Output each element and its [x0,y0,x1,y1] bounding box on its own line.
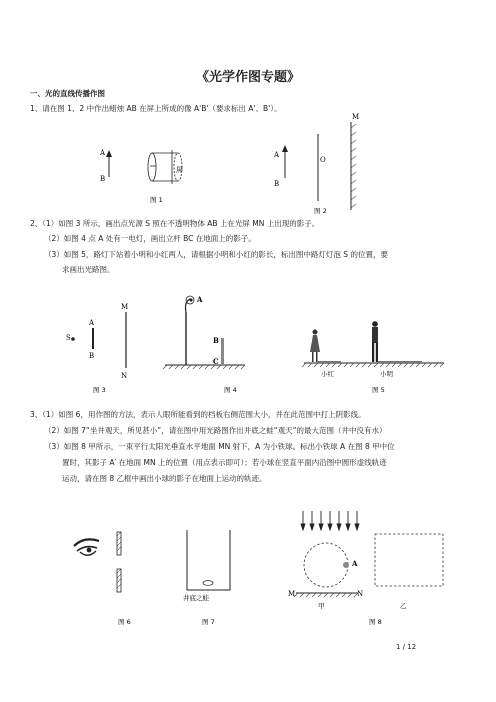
label-frog: 井底之蛙 [183,594,209,602]
label-m: M [352,113,360,121]
shadow-xiaohong [317,361,341,363]
figure-2 [273,113,359,215]
label-o: O [320,156,326,164]
label-s: S [66,334,71,342]
question-2-2: （2）如图 4 点 A 处有一电灯，画出立杆 BC 在地面上的影子。 [44,234,256,243]
figure-6 [74,532,131,626]
label-b: B [274,180,280,188]
figure-7 [183,530,230,626]
figure-1 [99,149,183,204]
label-b: B [213,336,219,345]
person-xiaoming [372,321,378,362]
label-jia: 甲 [318,602,325,610]
candle-arrow [106,150,112,157]
label-a: A [197,295,203,304]
figure-3 [66,303,128,394]
sunlight-rays [301,511,359,530]
question-1: 1、请在图 1、2 中作出蜡烛 AB 在屏上所成的像 A'B'（要求标出 A'、B'）。 [30,104,282,113]
label-xiaohong: 小红 [321,370,334,378]
label-n: N [121,372,128,380]
pinhole-end [148,153,156,181]
eye-icon [74,539,99,555]
figure-4 [163,295,245,394]
caption-fig3: 图 3 [93,386,106,394]
section-heading: 一、光的直线传播作图 [30,89,105,98]
question-3-2: （2）如图 7“坐井观天，所见甚小”，请在图中用光路图作出井底之蛙“观天”的最大范围（井中没有水） [44,426,387,435]
question-3-3c: 运动，请在图 8 乙框中画出小球的影子在地面上运动的轨迹。 [62,474,267,483]
label-a: A [100,149,106,157]
label-a: A [352,559,358,568]
shadow-xiaoming [378,361,422,363]
label-b: B [89,352,95,360]
doc-title: 《光学作图专题》 [195,70,300,85]
label-n: N [357,590,364,598]
caption-fig7: 图 7 [202,618,215,626]
question-3-1: 3、（1）如图 6，用作图的方法，表示人眼所能看到的档板右侧范围大小，并在此范围中打上阴影线。 [30,410,366,419]
question-3-3b: 置时，其影子 A′ 在地面 MN 上的位置（用点表示即可）；若小球在竖直平面内沿图中圆形虚线轨迹 [62,458,387,467]
caption-fig2: 图 2 [314,207,327,215]
caption-fig8: 图 8 [369,618,382,626]
label-a: A [274,151,280,159]
label-m: M [288,590,296,598]
label-m: M [121,303,129,311]
question-3-3a: （3）如图 8 甲所示，一束平行太阳光垂直水平地面 MN 射下，A 为小铁球。标出小铁球 A 在图 8 甲中位 [44,442,395,451]
point-source-s [71,337,75,341]
box-yi [375,534,443,586]
figure-8 [288,511,443,626]
label-b: B [100,175,106,183]
question-2-3a: （3）如图 5，路灯下站着小明和小红两人，请根据小明和小红的影长，标出图中路灯灯泡 S 的位置，要 [44,250,388,259]
label-xiaoming: 小明 [380,370,393,378]
question-2-3b: 求画出光路图。 [62,265,115,274]
label-screen: 屏 [176,166,183,174]
circular-path [304,543,348,587]
caption-fig1: 图 1 [150,196,163,204]
caption-fig4: 图 4 [224,386,237,394]
page-number: 1 / 12 [396,643,417,651]
label-yi: 乙 [400,602,407,610]
person-xiaohong [310,330,320,363]
iron-ball-a [343,562,349,568]
figure-5 [302,321,444,394]
caption-fig5: 图 5 [372,386,385,394]
question-2-1: 2、（1）如图 3 所示，画出点光源 S 照在不透明物体 AB 上在光屏 MN 上出现的影子。 [30,219,320,228]
caption-fig6: 图 6 [118,618,131,626]
label-c: C [213,357,219,366]
label-a: A [89,319,95,327]
pole-bc [221,338,224,365]
frog [203,581,213,586]
